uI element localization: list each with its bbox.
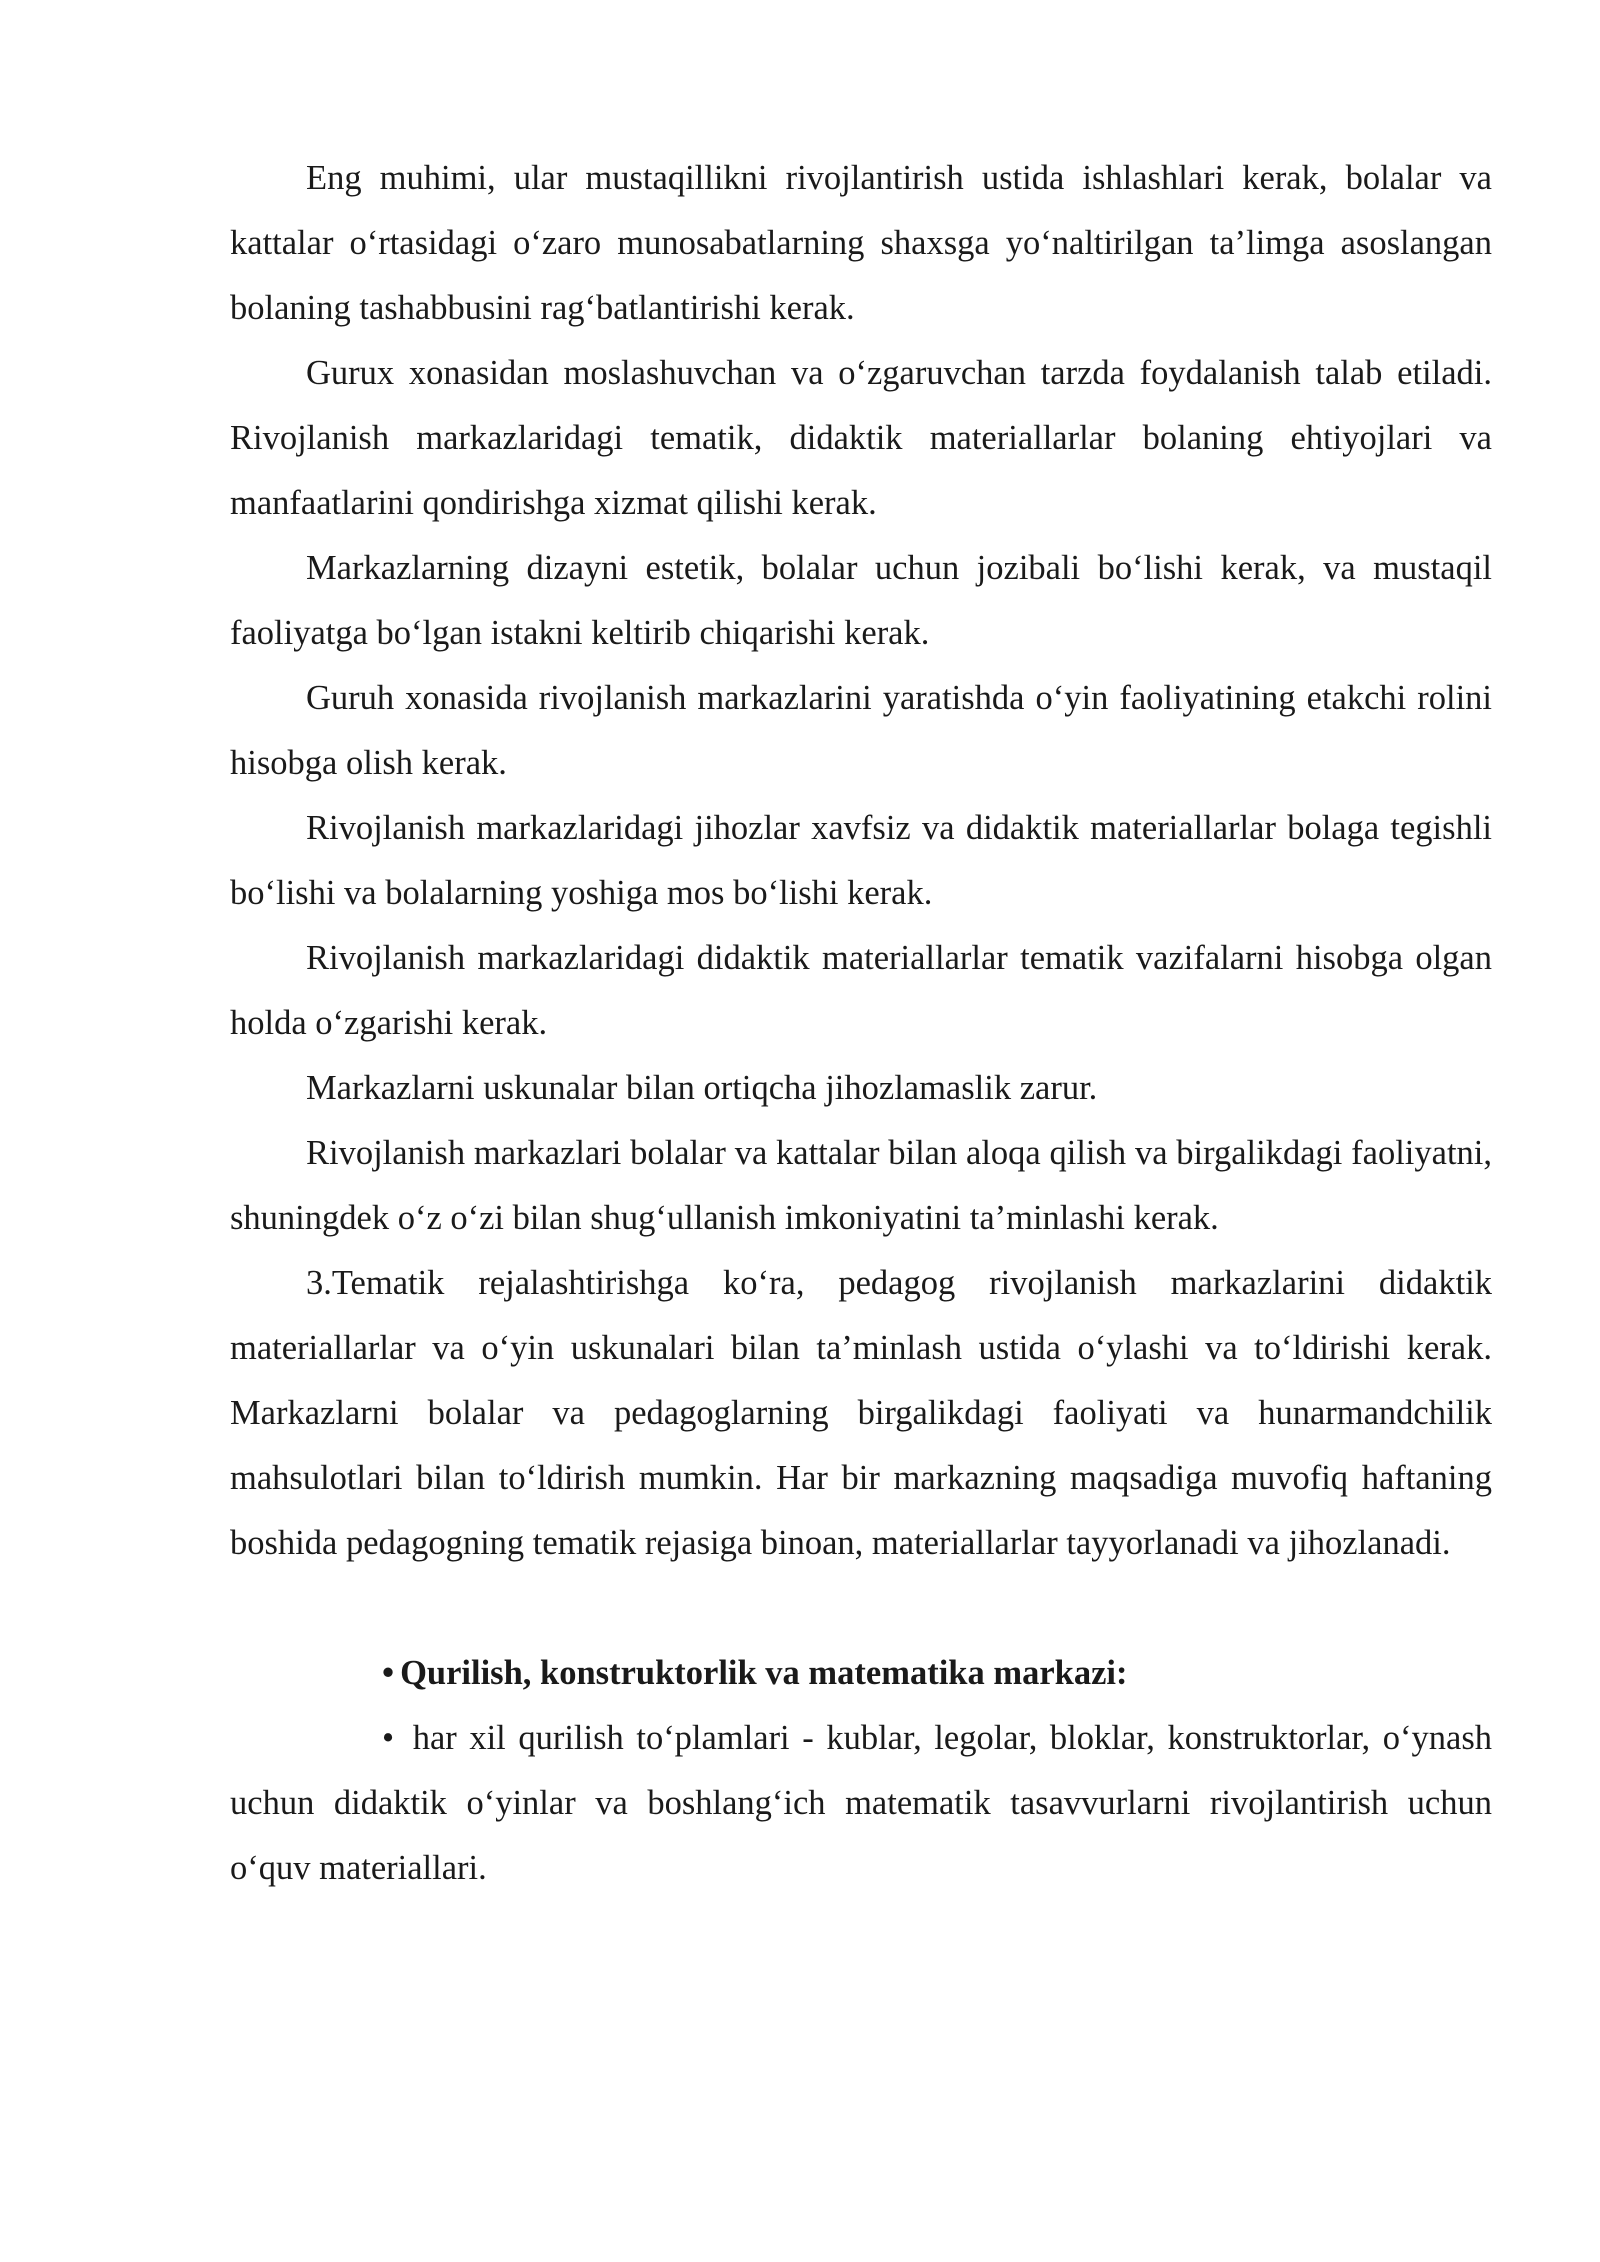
document-page	[230, 146, 1492, 1901]
paragraph: Rivojlanish markazlari bolalar va kattalar bilan aloqa qilish va birgalikdagi faoliyatni, shuningdek o‘z o‘zi bilan shug‘ullanish imkoniyatini ta’minlashi kerak.	[230, 1134, 1492, 1237]
section-heading-text: Qurilish, konstruktorlik va matematika markazi:	[400, 1654, 1128, 1692]
paragraph: Markazlarning dizayni estetik, bolalar uchun jozibali bo‘lishi kerak, va mustaqil faoliyatga bo‘lgan istakni keltirib chiqarishi kerak.	[230, 549, 1492, 652]
list-item-text: har xil qurilish to‘plamlari - kublar, legolar, bloklar, konstruktorlar, o‘ynash uchun didaktik o‘yinlar va boshlang‘ich matematik tasavvurlarni rivojlantirish uchun o‘quv materiallari.	[230, 1719, 1492, 1887]
paragraph: 3.Tematik rejalashtirishga ko‘ra, pedagog rivojlanish markazlarini didaktik materiallarlar va o‘yin uskunalari bilan ta’minlash ustida o‘ylashi va to‘ldirishi kerak. Markazlarni bolalar va pedagoglarning birgalikdagi faoliyati va hunarmandchilik mahsulotlari bilan to‘ldirish mumkin. Har bir markazning maqsadiga muvofiq haftaning boshida pedagogning tematik rejasiga binoan, materiallarlar tayyorlanadi va jihozlanadi.	[230, 1264, 1492, 1562]
paragraph: Guruh xonasida rivojlanish markazlarini yaratishda o‘yin faoliyatining etakchi rolini hisobga olish kerak.	[230, 679, 1492, 782]
bullet-icon: •	[382, 1654, 395, 1692]
section-heading	[230, 1641, 1492, 1706]
paragraph: Rivojlanish markazlaridagi jihozlar xavfsiz va didaktik materiallarlar bolaga tegishli bo‘lishi va bolalarning yoshiga mos bo‘lishi kerak.	[230, 809, 1492, 912]
paragraph: Rivojlanish markazlaridagi didaktik materiallarlar tematik vazifalarni hisobga olgan holda o‘zgarishi kerak.	[230, 939, 1492, 1042]
paragraph: Gurux xonasidan moslashuvchan va o‘zgaruvchan tarzda foydalanish talab etiladi. Rivojlanish markazlaridagi tematik, didaktik materiallarlar bolaning ehtiyojlari va manfaatlarini qondirishga xizmat qilishi kerak.	[230, 354, 1492, 522]
paragraph: Eng muhimi, ular mustaqillikni rivojlantirish ustida ishlashlari kerak, bolalar va kattalar o‘rtasidagi o‘zaro munosabatlarning shaxsga yo‘naltirilgan ta’limga asoslangan bolaning tashabbusini rag‘batlantirishi kerak.	[230, 159, 1492, 327]
bullet-icon: •	[382, 1719, 395, 1757]
paragraph: Markazlarni uskunalar bilan ortiqcha jihozlamaslik zarur.	[306, 1069, 1098, 1107]
spacer	[230, 1576, 1492, 1641]
list-item	[230, 1706, 1492, 1901]
